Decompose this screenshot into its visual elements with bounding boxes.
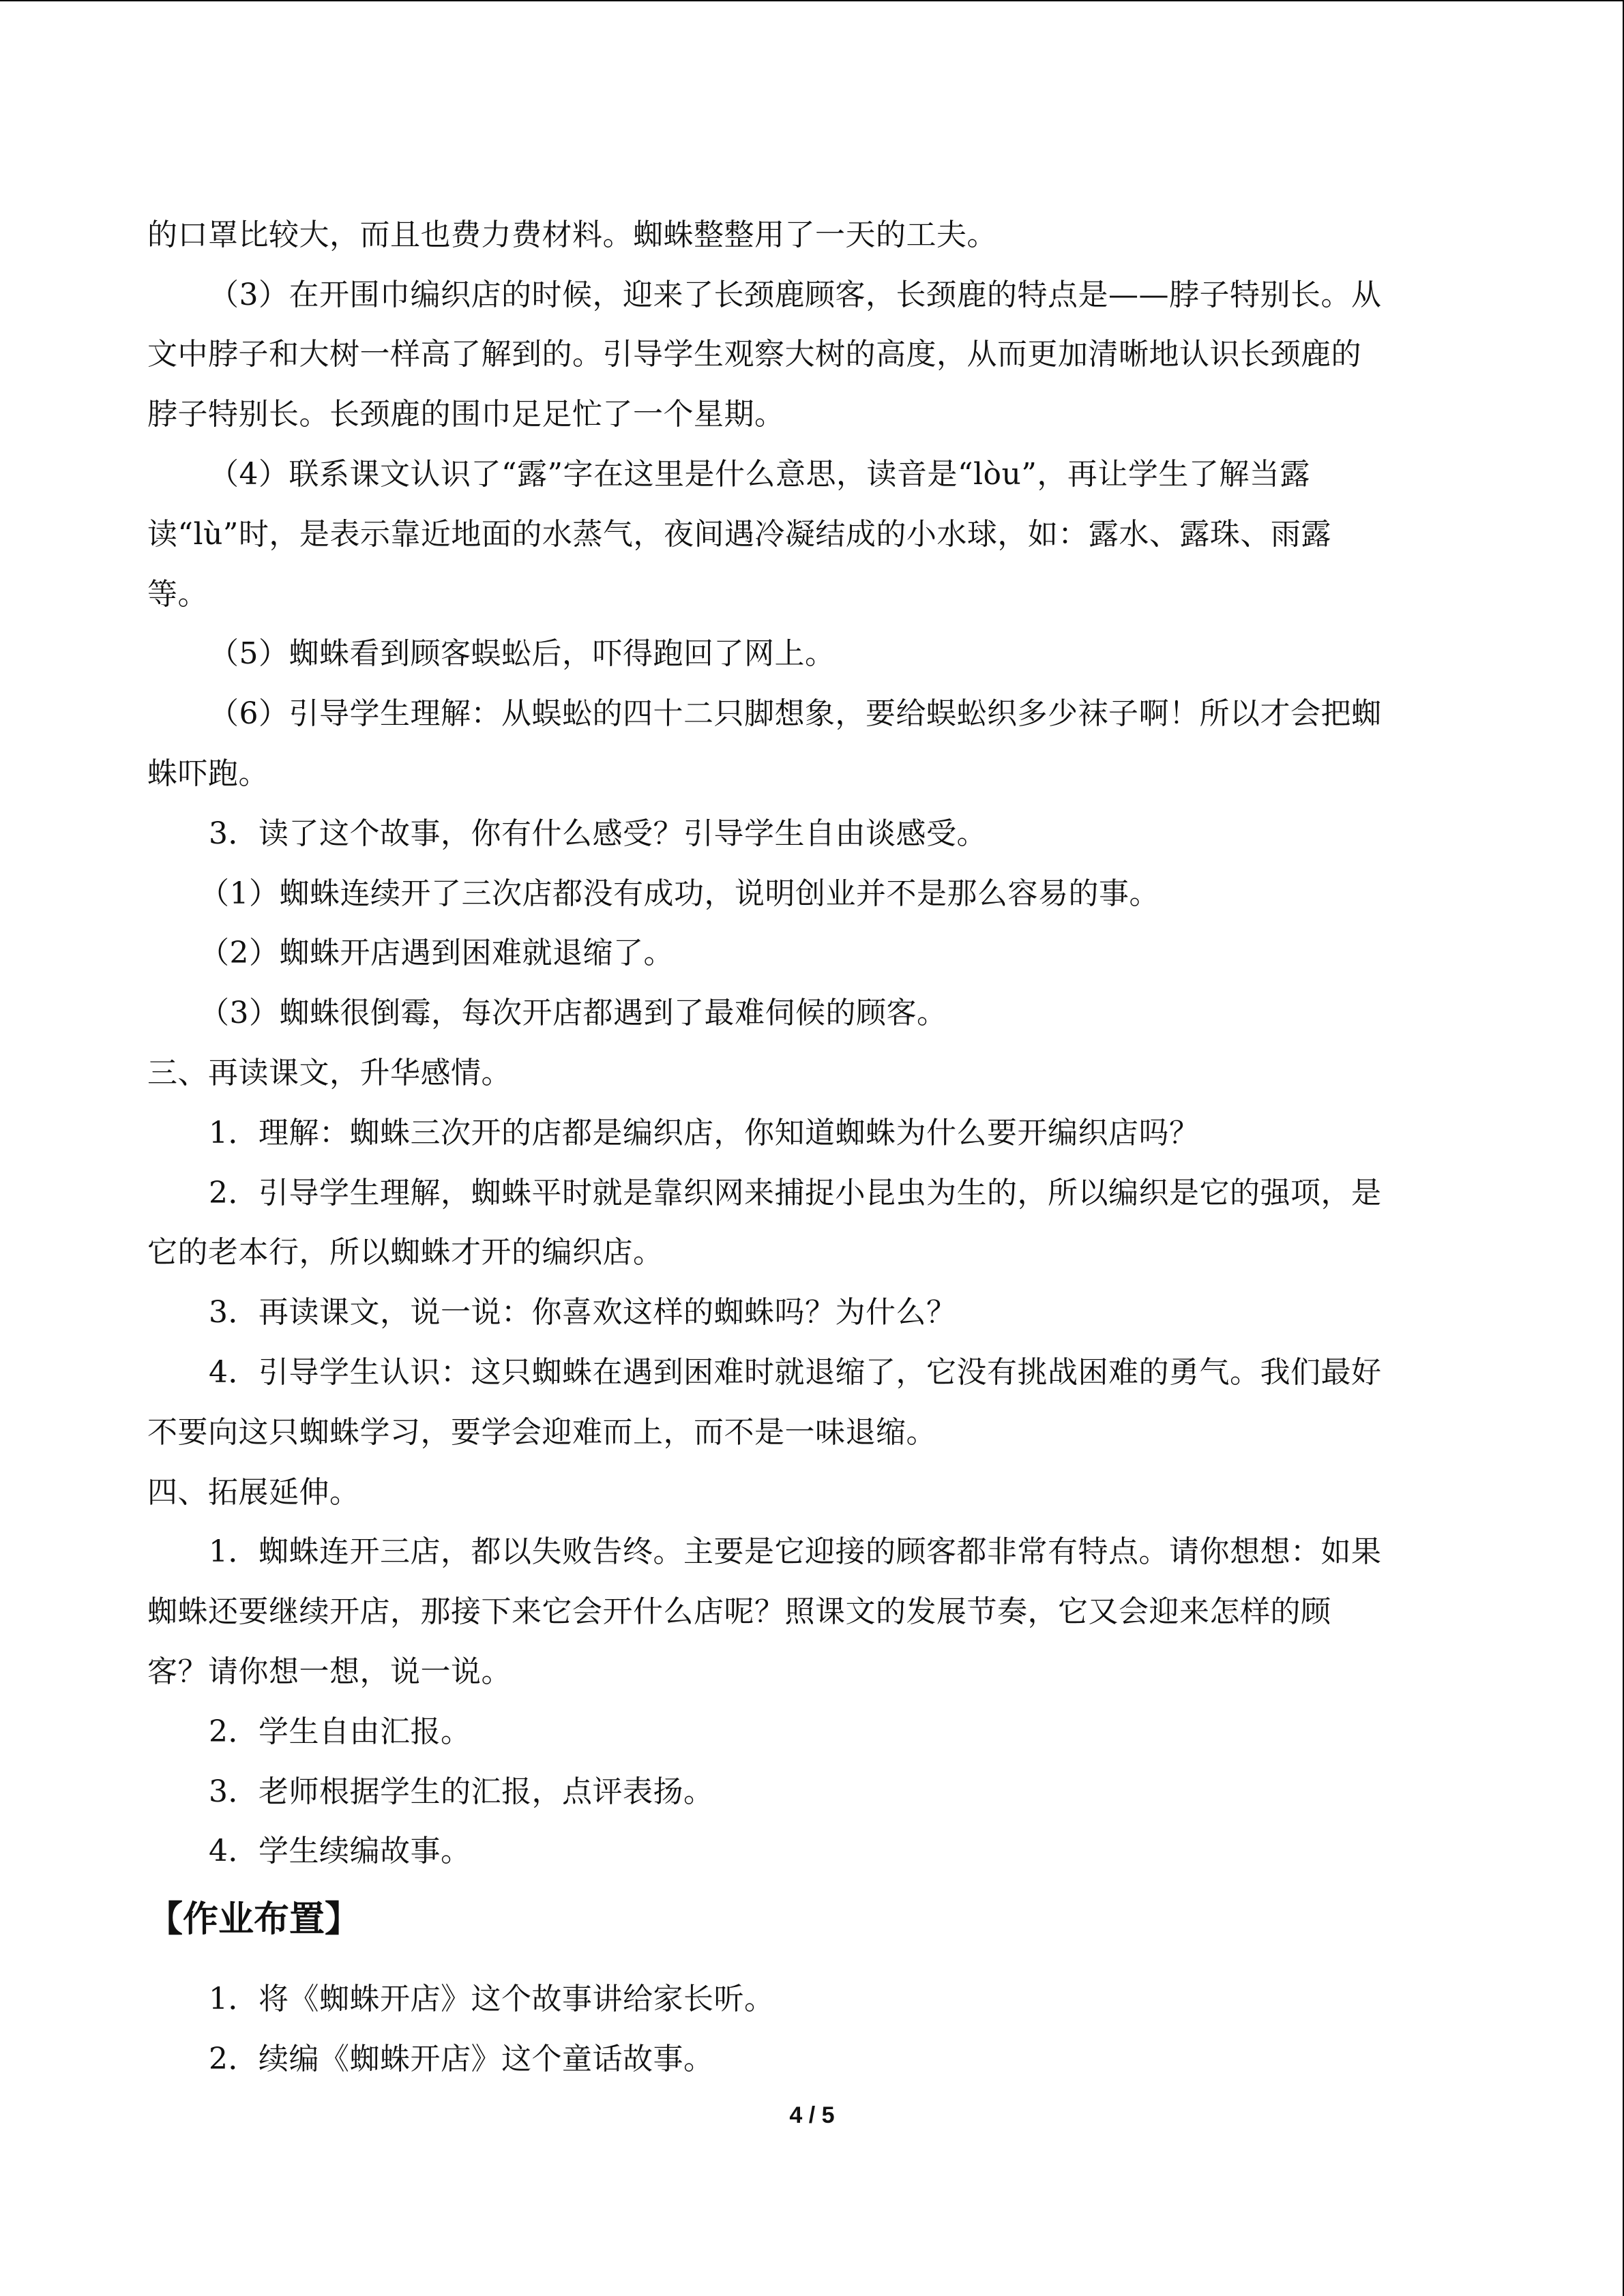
- body-line: 3．读了这个故事，你有什么感受？引导学生自由谈感受。: [209, 816, 987, 851]
- body-line: （6）引导学生理解：从蜈蚣的四十二只脚想象，要给蜈蚣织多少袜子啊！所以才会把蜘: [209, 696, 1382, 731]
- body-line: 2．引导学生理解，蜘蛛平时就是靠织网来捕捉小昆虫为生的，所以编织是它的强项，是: [209, 1176, 1382, 1210]
- body-line: 读“lù”时，是表示靠近地面的水蒸气，夜间遇冷凝结成的小水球，如：露水、露珠、雨露: [147, 517, 1331, 552]
- body-line: （3）蜘蛛很倒霉，每次开店都遇到了最难伺候的顾客。: [199, 996, 947, 1030]
- body-line: 蛛吓跑。: [147, 756, 269, 791]
- body-line: （4）联系课文认识了“露”字在这里是什么意思，读音是“lòu”，再让学生了解当露: [209, 457, 1310, 492]
- body-line: 脖子特别长。长颈鹿的围巾足足忙了一个星期。: [147, 397, 785, 432]
- body-line: （1）蜘蛛连续开了三次店都没有成功，说明创业并不是那么容易的事。: [199, 876, 1160, 911]
- body-line: 2．学生自由汇报。: [209, 1714, 471, 1749]
- body-line: 1．蜘蛛连开三店，都以失败告终。主要是它迎接的顾客都非常有特点。请你想想：如果: [209, 1534, 1382, 1569]
- body-line: 4．学生续编故事。: [209, 1834, 471, 1868]
- body-line: 3．老师根据学生的汇报，点评表扬。: [209, 1774, 714, 1809]
- body-line: 3．再读课文，说一说：你喜欢这样的蜘蛛吗？为什么？: [209, 1295, 957, 1330]
- body-line: 它的老本行，所以蜘蛛才开的编织店。: [147, 1235, 664, 1270]
- section-heading: 四、拓展延伸。: [147, 1475, 360, 1510]
- body-line: （5）蜘蛛看到顾客蜈蚣后，吓得跑回了网上。: [209, 636, 836, 671]
- body-line: 不要向这只蜘蛛学习，要学会迎难而上，而不是一味退缩。: [147, 1415, 936, 1450]
- body-line: （2）蜘蛛开店遇到困难就退缩了。: [199, 936, 674, 970]
- body-line: 客？请你想一想，说一说。: [147, 1654, 512, 1689]
- body-line: 文中脖子和大树一样高了解到的。引导学生观察大树的高度，从而更加清晰地认识长颈鹿的: [147, 337, 1361, 372]
- page-number: 4 / 5: [789, 2102, 835, 2128]
- homework-heading: 【作业布置】: [147, 1899, 361, 1940]
- homework-item: 2．续编《蜘蛛开店》这个童话故事。: [209, 2042, 714, 2076]
- body-line: 蜘蛛还要继续开店，那接下来它会开什么店呢？照课文的发展节奏，它又会迎来怎样的顾: [147, 1594, 1331, 1629]
- body-line: 的口罩比较大，而且也费力费材料。蜘蛛整整用了一天的工夫。: [147, 218, 997, 252]
- body-line: 4．引导学生认识：这只蜘蛛在遇到困难时就退缩了，它没有挑战困难的勇气。我们最好: [209, 1355, 1382, 1390]
- body-line: 等。: [147, 577, 208, 612]
- section-heading: 三、再读课文，升华感情。: [147, 1056, 512, 1090]
- body-line: （3）在开围巾编织店的时候，迎来了长颈鹿顾客，长颈鹿的特点是——脖子特别长。从: [209, 278, 1382, 312]
- homework-item: 1．将《蜘蛛开店》这个故事讲给家长听。: [209, 1982, 775, 2016]
- body-line: 1．理解：蜘蛛三次开的店都是编织店，你知道蜘蛛为什么要开编织店吗？: [209, 1116, 1200, 1150]
